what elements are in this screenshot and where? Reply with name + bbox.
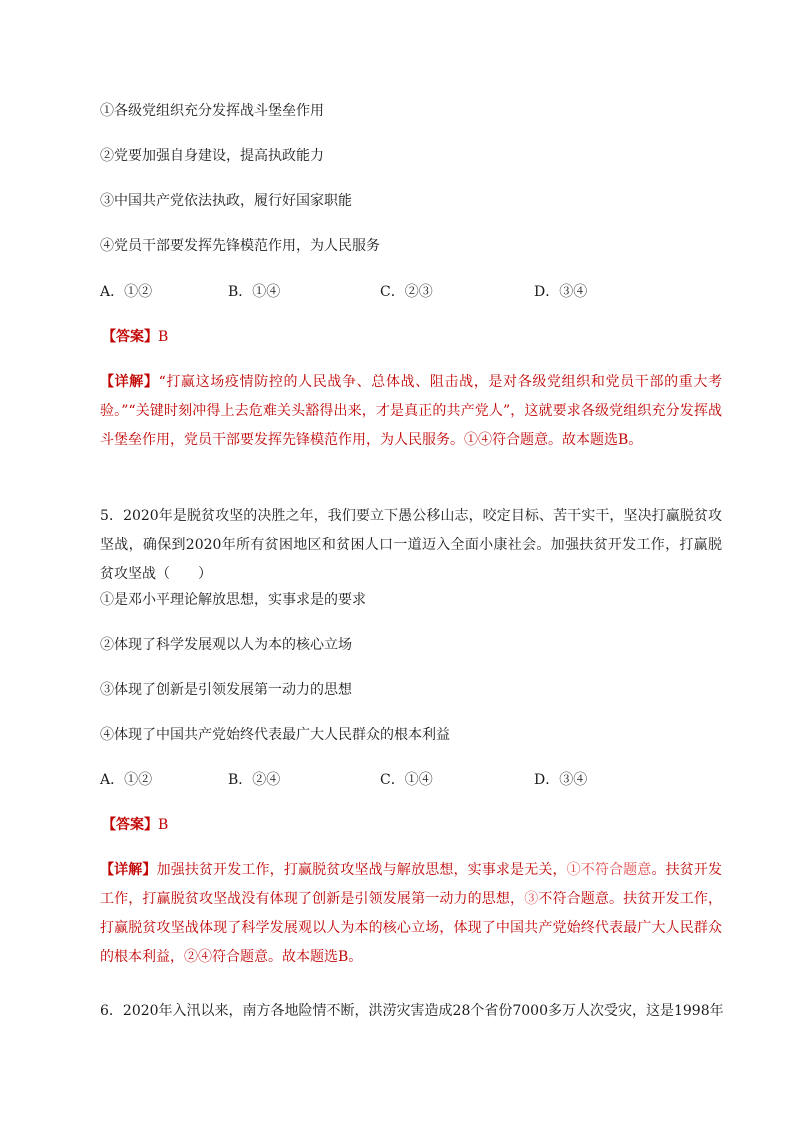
q5-option-c: C．①④ <box>380 772 433 788</box>
q4-detail <box>100 368 722 455</box>
detail-text-1: 加强扶贫开发工作，打赢脱贫攻坚战与解放思想，实事求是无关， <box>156 862 567 878</box>
q4-option-b: B．①④ <box>228 284 281 300</box>
detail-text-5: 不符合题意。扶贫开发工作，打赢脱贫攻坚战体现了科学发展观以人为本的核心立场，体现了中国共产党始终代表最广大人民群众的根本利益，②④符合题意。故本题选B。 <box>100 891 723 965</box>
q4-item-3: ③中国共产党依法执政，履行好国家职能 <box>100 193 352 209</box>
q5-item-3: ③体现了创新是引领发展第一动力的思想 <box>100 682 352 698</box>
answer-tag: 【答案】 <box>102 329 158 345</box>
q5-option-a: A．①② <box>100 772 153 788</box>
detail-tag: 【详解】 <box>100 862 157 878</box>
q4-item-2: ②党要加强自身建设，提高执政能力 <box>100 148 324 164</box>
q6-stem: 6．2020年入汛以来，南方各地险情不断，洪涝灾害造成28个省份7000多万人次受灾，这是1998年 <box>100 1003 724 1019</box>
q4-option-c: C．②③ <box>380 284 433 300</box>
q4-item-4: ④党员干部要发挥先锋模范作用，为人民服务 <box>100 238 380 254</box>
detail-text-2: ①不符合题意 <box>566 862 652 878</box>
q5-option-b: B．②④ <box>228 772 281 788</box>
q4-option-d: D．③④ <box>534 284 588 300</box>
answer-value: B <box>158 817 169 833</box>
detail-text: “打赢这场疫情防控的人民战争、总体战、阻击战，是对各级党组织和党员干部的重大考验。”“关键时刻冲得上去危难关头豁得出来，才是真正的共产党人”，这就要求各级党组织充分发挥战斗堡垒作用，党员干部要发挥先锋模范作用，为人民服务。①④符合题意。故本题选B。 <box>100 374 723 448</box>
q4-answer <box>102 327 168 347</box>
q5-item-4: ④体现了中国共产党始终代表最广大人民群众的根本利益 <box>100 727 450 743</box>
answer-tag: 【答案】 <box>102 817 158 833</box>
q4-options <box>100 282 740 302</box>
q5-detail <box>100 856 722 972</box>
q5-stem: 5．2020年是脱贫攻坚的决胜之年，我们要立下愚公移山志，咬定目标、苦干实干，坚决打赢脱贫攻坚战，确保到2020年所有贫困地区和贫困人口一道迈入全面小康社会。加强扶贫开发工作，打赢脱贫攻坚战（ ） <box>100 508 722 582</box>
q5-answer <box>102 815 168 835</box>
detail-tag: 【详解】 <box>100 374 159 390</box>
q5-option-d: D．③④ <box>534 772 588 788</box>
detail-text-4: ③ <box>524 891 539 907</box>
q5-options <box>100 770 740 790</box>
q5-item-2: ②体现了科学发展观以人为本的核心立场 <box>100 637 352 653</box>
detail-text-3: 。扶贫开发工作，打赢脱贫攻坚战没有体现了创新是引领发展第一动力的思想， <box>100 862 723 907</box>
answer-value: B <box>158 329 169 345</box>
q4-item-1: ①各级党组织充分发挥战斗堡垒作用 <box>100 103 324 119</box>
q4-option-a: A．①② <box>100 284 153 300</box>
q5-item-1: ①是邓小平理论解放思想，实事求是的要求 <box>100 592 366 608</box>
